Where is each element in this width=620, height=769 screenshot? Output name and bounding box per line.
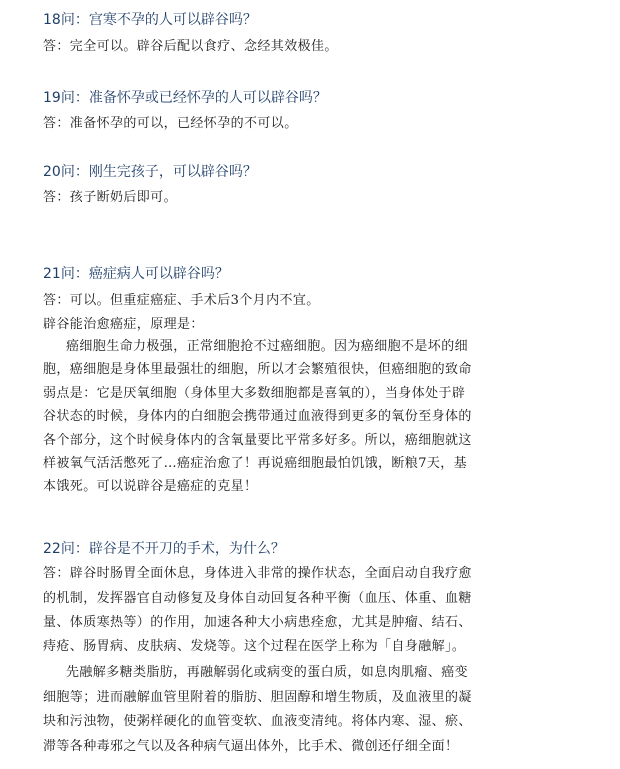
paragraph-line: 答：辟谷时肠胃全面休息，身体进入非常的操作状态，全面启动自我疗愈: [43, 566, 472, 581]
paragraph-line: 癌细胞生命力极强，正常细胞抢不过癌细胞。因为癌细胞不是坏的细: [66, 339, 469, 354]
question-21: 21问：癌症病人可以辟谷吗？: [43, 266, 229, 282]
paragraph-line: 各个部分，这个时候身体内的含氧量要比平常多好多。所以，癌细胞就这: [43, 433, 472, 448]
paragraph-line: 滞等各种毒邪之气以及各种病气逼出体外，比手术、微创还仔细全面！: [43, 739, 459, 754]
paragraph-line: 块和污浊物，使粥样硬化的血管变软、血液变清纯。将体内寒、湿、瘀、: [43, 714, 472, 729]
paragraph-line: 样被氧气活活憋死了…癌症治愈了！再说癌细胞最怕饥饿，断粮7天，基: [43, 456, 468, 471]
question-22: 22问：辟谷是不开刀的手术，为什么？: [43, 541, 285, 557]
paragraph-line: 量、体质寒热等）的作用，加速各种大小病患痊愈，尤其是肿瘤、结石、: [43, 615, 472, 630]
answer-21: 答：可以。但重症癌症、手术后3个月内不宜。: [43, 293, 320, 308]
question-19: 19问：准备怀孕或已经怀孕的人可以辟谷吗？: [43, 90, 327, 106]
paragraph-line: 谷状态的时候，身体内的白细胞会携带通过血液得到更多的氧份至身体的: [43, 409, 472, 424]
paragraph-line: 的机制，发挥器官自动修复及身体自动回复各种平衡（血压、体重、血糖: [43, 591, 472, 606]
paragraph-line: 痔疮、肠胃病、皮肤病、发烧等。这个过程在医学上称为「自身融解」。: [43, 639, 466, 654]
principle-heading: 辟谷能治愈癌症，原理是：: [43, 317, 204, 332]
paragraph-line: 细胞等；进而融解血管里附着的脂肪、胆固醇和增生物质，及血液里的凝: [43, 690, 472, 705]
answer-18: 答：完全可以。辟谷后配以食疗、念经其效极佳。: [43, 39, 338, 54]
paragraph-line: 胞，癌细胞是身体里最强壮的细胞，所以才会繁殖很快，但癌细胞的致命: [43, 362, 472, 377]
answer-20: 答：孩子断奶后即可。: [43, 190, 178, 205]
question-20: 20问：刚生完孩子，可以辟谷吗？: [43, 164, 257, 180]
question-18: 18问：宫寒不孕的人可以辟谷吗？: [43, 12, 257, 28]
paragraph-line: 弱点是：它是厌氧细胞（身体里大多数细胞都是喜氧的），当身体处于辟: [43, 386, 466, 401]
paragraph-line: 先融解多糖类脂肪，再融解弱化或病变的蛋白质，如息肉肌瘤、癌变: [66, 665, 469, 680]
answer-19: 答：准备怀孕的可以，已经怀孕的不可以。: [43, 116, 298, 131]
paragraph-line: 本饿死。可以说辟谷是癌症的克星！: [43, 479, 258, 494]
